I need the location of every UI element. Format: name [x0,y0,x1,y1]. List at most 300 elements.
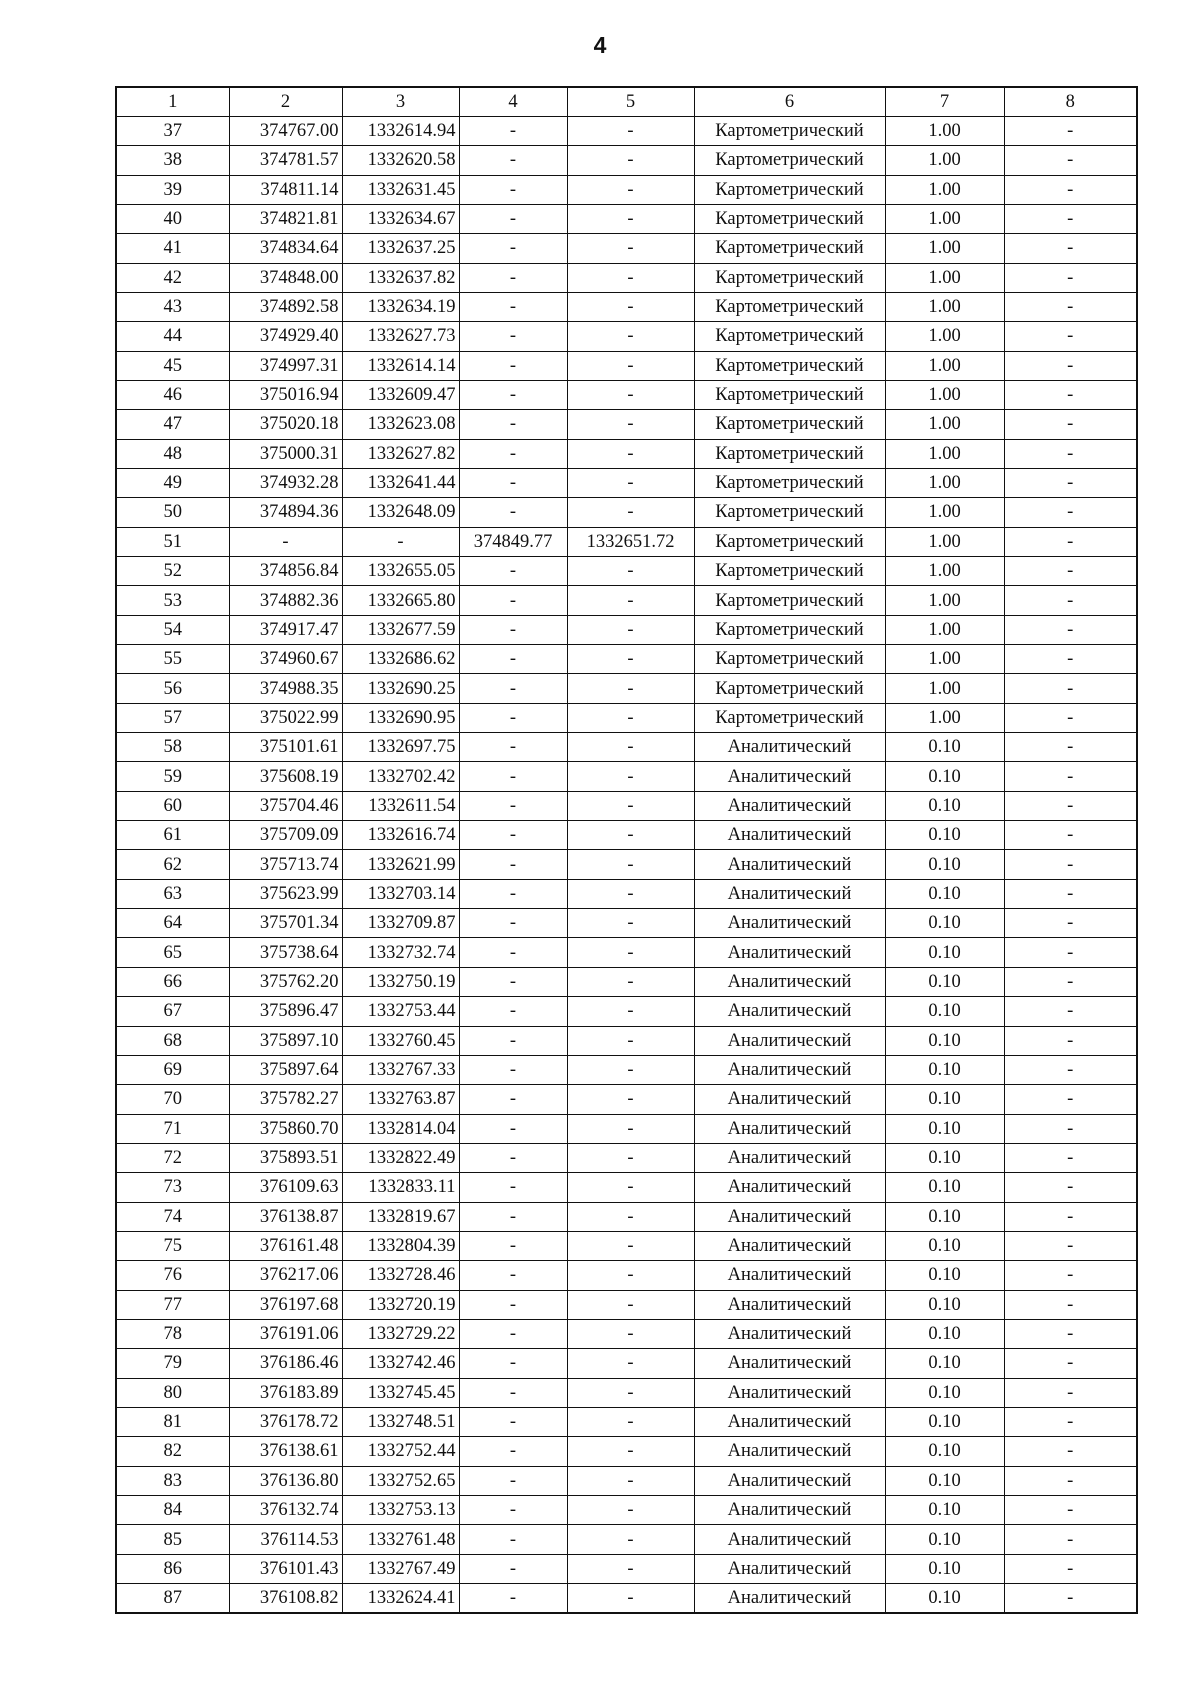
accuracy-cell: 0.10 [885,1584,1004,1613]
x-coordinate-cell: 376217.06 [229,1261,342,1290]
accuracy-cell: 0.10 [885,1202,1004,1231]
point-number-cell: 79 [116,1349,229,1378]
point-number-cell: 60 [116,791,229,820]
accuracy-cell: 1.00 [885,410,1004,439]
y-coordinate-cell: 1332753.44 [342,997,459,1026]
y-new-coordinate-cell: - [567,909,694,938]
table-row [116,380,1137,409]
accuracy-cell: 0.10 [885,1407,1004,1436]
y-new-coordinate-cell: - [567,175,694,204]
note-cell: - [1004,234,1137,263]
x-coordinate-cell: 375897.10 [229,1026,342,1055]
x-new-coordinate-cell: - [459,909,567,938]
y-new-coordinate-cell: - [567,997,694,1026]
table-row [116,674,1137,703]
method-cell: Аналитический [694,909,885,938]
point-number-cell: 50 [116,498,229,527]
note-cell: - [1004,410,1137,439]
accuracy-cell: 1.00 [885,175,1004,204]
y-new-coordinate-cell: - [567,615,694,644]
method-cell: Картометрический [694,498,885,527]
table-row [116,439,1137,468]
method-cell: Аналитический [694,1378,885,1407]
y-new-coordinate-cell: - [567,263,694,292]
x-new-coordinate-cell: - [459,821,567,850]
point-number-cell: 52 [116,557,229,586]
table-row [116,1173,1137,1202]
accuracy-cell: 0.10 [885,1378,1004,1407]
x-coordinate-cell: 376197.68 [229,1290,342,1319]
y-new-coordinate-cell: - [567,703,694,732]
y-new-coordinate-cell: - [567,1261,694,1290]
method-cell: Картометрический [694,175,885,204]
column-header: 5 [567,87,694,116]
note-cell: - [1004,292,1137,321]
x-coordinate-cell: 374767.00 [229,116,342,145]
x-coordinate-cell: 374781.57 [229,146,342,175]
note-cell: - [1004,674,1137,703]
point-number-cell: 80 [116,1378,229,1407]
column-header: 3 [342,87,459,116]
point-number-cell: 38 [116,146,229,175]
x-new-coordinate-cell: - [459,263,567,292]
method-cell: Аналитический [694,1055,885,1084]
y-coordinate-cell: 1332822.49 [342,1143,459,1172]
method-cell: Аналитический [694,1407,885,1436]
accuracy-cell: 1.00 [885,439,1004,468]
y-coordinate-cell: 1332752.65 [342,1466,459,1495]
y-coordinate-cell: 1332814.04 [342,1114,459,1143]
note-cell: - [1004,1407,1137,1436]
x-new-coordinate-cell: - [459,1407,567,1436]
x-new-coordinate-cell: - [459,146,567,175]
y-coordinate-cell: 1332729.22 [342,1319,459,1348]
accuracy-cell: 0.10 [885,967,1004,996]
x-new-coordinate-cell: - [459,557,567,586]
y-new-coordinate-cell: - [567,234,694,263]
point-number-cell: 73 [116,1173,229,1202]
y-coordinate-cell: 1332624.41 [342,1584,459,1613]
x-coordinate-cell: 376108.82 [229,1584,342,1613]
y-new-coordinate-cell: - [567,1055,694,1084]
note-cell: - [1004,204,1137,233]
accuracy-cell: 1.00 [885,351,1004,380]
table-row [116,1085,1137,1114]
y-new-coordinate-cell: 1332651.72 [567,527,694,556]
x-new-coordinate-cell: - [459,879,567,908]
accuracy-cell: 0.10 [885,1319,1004,1348]
y-coordinate-cell: 1332703.14 [342,879,459,908]
accuracy-cell: 0.10 [885,821,1004,850]
y-coordinate-cell: 1332641.44 [342,468,459,497]
y-new-coordinate-cell: - [567,468,694,497]
point-number-cell: 61 [116,821,229,850]
point-number-cell: 58 [116,733,229,762]
x-new-coordinate-cell: - [459,1202,567,1231]
table-row [116,733,1137,762]
y-coordinate-cell: 1332760.45 [342,1026,459,1055]
note-cell: - [1004,1554,1137,1583]
point-number-cell: 85 [116,1525,229,1554]
y-new-coordinate-cell: - [567,1525,694,1554]
note-cell: - [1004,175,1137,204]
method-cell: Аналитический [694,997,885,1026]
note-cell: - [1004,938,1137,967]
note-cell: - [1004,586,1137,615]
x-coordinate-cell: 375896.47 [229,997,342,1026]
table-row [116,762,1137,791]
table-row [116,1055,1137,1084]
note-cell: - [1004,1026,1137,1055]
y-new-coordinate-cell: - [567,1466,694,1495]
point-number-cell: 54 [116,615,229,644]
table-row [116,1584,1137,1613]
point-number-cell: 78 [116,1319,229,1348]
x-new-coordinate-cell: - [459,1290,567,1319]
table-row [116,1554,1137,1583]
x-coordinate-cell: 376138.61 [229,1437,342,1466]
column-header: 1 [116,87,229,116]
column-header: 8 [1004,87,1137,116]
point-number-cell: 72 [116,1143,229,1172]
y-coordinate-cell: 1332621.99 [342,850,459,879]
y-coordinate-cell: 1332609.47 [342,380,459,409]
method-cell: Картометрический [694,410,885,439]
x-coordinate-cell: 375020.18 [229,410,342,439]
method-cell: Картометрический [694,674,885,703]
column-header: 2 [229,87,342,116]
note-cell: - [1004,791,1137,820]
method-cell: Аналитический [694,762,885,791]
point-number-cell: 51 [116,527,229,556]
method-cell: Картометрический [694,234,885,263]
method-cell: Аналитический [694,879,885,908]
y-coordinate-cell: 1332702.42 [342,762,459,791]
y-coordinate-cell: 1332637.25 [342,234,459,263]
y-new-coordinate-cell: - [567,1319,694,1348]
note-cell: - [1004,468,1137,497]
point-number-cell: 47 [116,410,229,439]
point-number-cell: 44 [116,322,229,351]
table-row [116,322,1137,351]
note-cell: - [1004,733,1137,762]
x-coordinate-cell: 375704.46 [229,791,342,820]
accuracy-cell: 0.10 [885,1290,1004,1319]
y-new-coordinate-cell: - [567,322,694,351]
note-cell: - [1004,1496,1137,1525]
method-cell: Картометрический [694,439,885,468]
table-row [116,1261,1137,1290]
x-new-coordinate-cell: - [459,1143,567,1172]
method-cell: Аналитический [694,1290,885,1319]
y-new-coordinate-cell: - [567,1231,694,1260]
method-cell: Аналитический [694,1261,885,1290]
method-cell: Аналитический [694,1466,885,1495]
table-row [116,997,1137,1026]
x-new-coordinate-cell: - [459,1261,567,1290]
method-cell: Картометрический [694,204,885,233]
table-row [116,1114,1137,1143]
x-new-coordinate-cell: - [459,498,567,527]
y-coordinate-cell: 1332732.74 [342,938,459,967]
y-coordinate-cell: 1332728.46 [342,1261,459,1290]
x-new-coordinate-cell: - [459,380,567,409]
x-coordinate-cell: 374811.14 [229,175,342,204]
x-new-coordinate-cell: - [459,997,567,1026]
note-cell: - [1004,116,1137,145]
note-cell: - [1004,1378,1137,1407]
table-row [116,351,1137,380]
accuracy-cell: 0.10 [885,791,1004,820]
note-cell: - [1004,967,1137,996]
y-coordinate-cell: 1332690.95 [342,703,459,732]
accuracy-cell: 1.00 [885,498,1004,527]
point-number-cell: 48 [116,439,229,468]
x-new-coordinate-cell: - [459,615,567,644]
note-cell: - [1004,527,1137,556]
point-number-cell: 76 [116,1261,229,1290]
accuracy-cell: 1.00 [885,557,1004,586]
page-number: 4 [593,32,607,58]
point-number-cell: 66 [116,967,229,996]
note-cell: - [1004,1261,1137,1290]
y-new-coordinate-cell: - [567,1437,694,1466]
table-row [116,850,1137,879]
y-new-coordinate-cell: - [567,204,694,233]
column-header: 6 [694,87,885,116]
method-cell: Аналитический [694,1143,885,1172]
y-new-coordinate-cell: - [567,1026,694,1055]
table-row [116,1525,1137,1554]
x-coordinate-cell: 375000.31 [229,439,342,468]
note-cell: - [1004,997,1137,1026]
method-cell: Аналитический [694,1349,885,1378]
x-coordinate-cell: 376183.89 [229,1378,342,1407]
x-coordinate-cell: 375782.27 [229,1085,342,1114]
table-row [116,498,1137,527]
point-number-cell: 87 [116,1584,229,1613]
note-cell: - [1004,703,1137,732]
x-coordinate-cell: 375016.94 [229,380,342,409]
y-new-coordinate-cell: - [567,1496,694,1525]
y-new-coordinate-cell: - [567,498,694,527]
y-coordinate-cell: 1332767.49 [342,1554,459,1583]
table-row [116,175,1137,204]
x-new-coordinate-cell: - [459,1466,567,1495]
x-new-coordinate-cell: - [459,733,567,762]
x-coordinate-cell: 375101.61 [229,733,342,762]
x-coordinate-cell: 376138.87 [229,1202,342,1231]
table-body [116,116,1137,1613]
y-coordinate-cell: 1332752.44 [342,1437,459,1466]
accuracy-cell: 1.00 [885,204,1004,233]
y-coordinate-cell: 1332709.87 [342,909,459,938]
point-number-cell: 55 [116,645,229,674]
accuracy-cell: 1.00 [885,234,1004,263]
method-cell: Картометрический [694,292,885,321]
table-row [116,1290,1137,1319]
note-cell: - [1004,850,1137,879]
x-new-coordinate-cell: - [459,410,567,439]
point-number-cell: 43 [116,292,229,321]
note-cell: - [1004,1349,1137,1378]
method-cell: Аналитический [694,733,885,762]
x-new-coordinate-cell: - [459,204,567,233]
y-new-coordinate-cell: - [567,1349,694,1378]
accuracy-cell: 1.00 [885,116,1004,145]
x-coordinate-cell: 375738.64 [229,938,342,967]
x-new-coordinate-cell: - [459,674,567,703]
accuracy-cell: 0.10 [885,850,1004,879]
x-new-coordinate-cell: - [459,850,567,879]
x-coordinate-cell: 375893.51 [229,1143,342,1172]
accuracy-cell: 0.10 [885,909,1004,938]
y-new-coordinate-cell: - [567,674,694,703]
method-cell: Картометрический [694,351,885,380]
x-coordinate-cell: 374834.64 [229,234,342,263]
method-cell: Картометрический [694,322,885,351]
table-row [116,615,1137,644]
note-cell: - [1004,645,1137,674]
x-coordinate-cell: 374917.47 [229,615,342,644]
x-new-coordinate-cell: - [459,1496,567,1525]
method-cell: Картометрический [694,586,885,615]
x-new-coordinate-cell: - [459,351,567,380]
accuracy-cell: 1.00 [885,380,1004,409]
coordinates-table [115,86,1138,1614]
x-coordinate-cell: 374932.28 [229,468,342,497]
accuracy-cell: 0.10 [885,1466,1004,1495]
note-cell: - [1004,1584,1137,1613]
x-new-coordinate-cell: - [459,468,567,497]
y-new-coordinate-cell: - [567,1085,694,1114]
note-cell: - [1004,1143,1137,1172]
y-new-coordinate-cell: - [567,116,694,145]
y-coordinate-cell: 1332627.73 [342,322,459,351]
x-new-coordinate-cell: - [459,175,567,204]
x-coordinate-cell: 376191.06 [229,1319,342,1348]
point-number-cell: 49 [116,468,229,497]
point-number-cell: 84 [116,1496,229,1525]
table-row [116,791,1137,820]
method-cell: Аналитический [694,1496,885,1525]
accuracy-cell: 0.10 [885,1173,1004,1202]
note-cell: - [1004,1525,1137,1554]
x-coordinate-cell: 376161.48 [229,1231,342,1260]
method-cell: Картометрический [694,527,885,556]
table-row [116,909,1137,938]
point-number-cell: 83 [116,1466,229,1495]
y-new-coordinate-cell: - [567,1114,694,1143]
method-cell: Аналитический [694,1085,885,1114]
y-coordinate-cell: 1332767.33 [342,1055,459,1084]
x-coordinate-cell: 375860.70 [229,1114,342,1143]
accuracy-cell: 0.10 [885,1525,1004,1554]
table-row [116,703,1137,732]
method-cell: Картометрический [694,116,885,145]
method-cell: Аналитический [694,821,885,850]
x-new-coordinate-cell: - [459,1584,567,1613]
accuracy-cell: 0.10 [885,1114,1004,1143]
x-new-coordinate-cell: - [459,1173,567,1202]
note-cell: - [1004,1290,1137,1319]
point-number-cell: 42 [116,263,229,292]
x-new-coordinate-cell: - [459,1437,567,1466]
point-number-cell: 64 [116,909,229,938]
table-row [116,1026,1137,1055]
accuracy-cell: 0.10 [885,1055,1004,1084]
y-new-coordinate-cell: - [567,850,694,879]
x-coordinate-cell: 374960.67 [229,645,342,674]
note-cell: - [1004,439,1137,468]
x-coordinate-cell: 376101.43 [229,1554,342,1583]
x-new-coordinate-cell: - [459,1085,567,1114]
point-number-cell: 86 [116,1554,229,1583]
table-row [116,1319,1137,1348]
method-cell: Картометрический [694,645,885,674]
x-coordinate-cell: 375897.64 [229,1055,342,1084]
x-coordinate-cell: 376178.72 [229,1407,342,1436]
x-new-coordinate-cell: - [459,116,567,145]
y-coordinate-cell: 1332745.45 [342,1378,459,1407]
x-new-coordinate-cell: - [459,234,567,263]
y-new-coordinate-cell: - [567,380,694,409]
y-new-coordinate-cell: - [567,821,694,850]
x-new-coordinate-cell: - [459,1525,567,1554]
point-number-cell: 46 [116,380,229,409]
y-new-coordinate-cell: - [567,410,694,439]
x-new-coordinate-cell: - [459,762,567,791]
point-number-cell: 71 [116,1114,229,1143]
x-coordinate-cell: 374882.36 [229,586,342,615]
accuracy-cell: 1.00 [885,586,1004,615]
accuracy-cell: 0.10 [885,1026,1004,1055]
y-new-coordinate-cell: - [567,1378,694,1407]
y-new-coordinate-cell: - [567,439,694,468]
method-cell: Аналитический [694,1173,885,1202]
x-new-coordinate-cell: - [459,1026,567,1055]
table-row [116,645,1137,674]
table-row [116,1202,1137,1231]
y-new-coordinate-cell: - [567,967,694,996]
method-cell: Картометрический [694,703,885,732]
y-new-coordinate-cell: - [567,586,694,615]
column-header: 4 [459,87,567,116]
note-cell: - [1004,1437,1137,1466]
accuracy-cell: 0.10 [885,1085,1004,1114]
y-new-coordinate-cell: - [567,879,694,908]
y-coordinate-cell: 1332634.19 [342,292,459,321]
y-coordinate-cell: 1332819.67 [342,1202,459,1231]
table-row [116,292,1137,321]
method-cell: Аналитический [694,1554,885,1583]
x-new-coordinate-cell: - [459,1378,567,1407]
y-coordinate-cell: 1332637.82 [342,263,459,292]
accuracy-cell: 1.00 [885,146,1004,175]
method-cell: Аналитический [694,850,885,879]
x-new-coordinate-cell: 374849.77 [459,527,567,556]
table-row [116,821,1137,850]
y-new-coordinate-cell: - [567,1554,694,1583]
x-new-coordinate-cell: - [459,322,567,351]
y-coordinate-cell: 1332690.25 [342,674,459,703]
table-row [116,1349,1137,1378]
method-cell: Аналитический [694,1525,885,1554]
x-coordinate-cell: 374929.40 [229,322,342,351]
y-coordinate-cell: 1332616.74 [342,821,459,850]
x-coordinate-cell: 375713.74 [229,850,342,879]
x-coordinate-cell: 376109.63 [229,1173,342,1202]
